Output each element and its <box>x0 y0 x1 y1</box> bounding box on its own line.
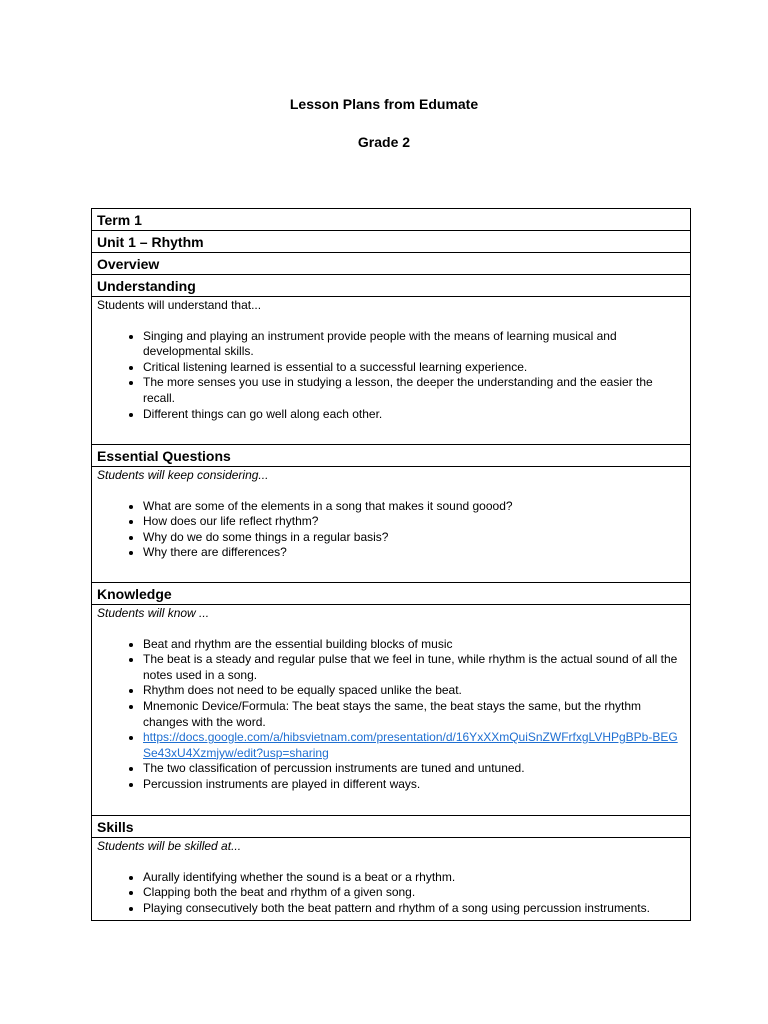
term-heading: Term 1 <box>92 209 690 231</box>
essential-questions-heading: Essential Questions <box>92 445 690 467</box>
list-item: • Singing and playing an instrument provide people with the means of learning musical and developmental skills. <box>143 329 685 360</box>
list-item: • Playing consecutively both the beat pattern and rhythm of a song using percussion instruments. <box>143 901 685 917</box>
list-item: • Rhythm does not need to be equally spaced unlike the beat. <box>143 683 685 699</box>
list-item: • The beat is a steady and regular pulse that we feel in tune, while rhythm is the actual sound of all the notes used in a song. <box>143 652 685 683</box>
list-item: • Different things can go well along each other. <box>143 407 685 423</box>
document-subtitle: Grade 2 <box>357 134 411 150</box>
essential-questions-list <box>97 499 685 561</box>
document-title: Lesson Plans from Edumate <box>289 96 479 112</box>
list-item: • Critical listening learned is essential to a successful learning experience. <box>143 360 685 376</box>
list-item: • Why there are differences? <box>143 545 685 561</box>
skills-intro: Students will be skilled at... <box>97 839 242 853</box>
knowledge-section <box>92 605 690 816</box>
list-item: • How does our life reflect rhythm? <box>143 514 685 530</box>
essential-questions-section <box>92 467 690 583</box>
skills-list <box>97 870 685 917</box>
knowledge-heading: Knowledge <box>92 583 690 605</box>
overview-heading: Overview <box>92 253 690 275</box>
list-item: • The more senses you use in studying a lesson, the deeper the understanding and the easier the recall. <box>143 375 685 406</box>
list-item: • Beat and rhythm are the essential building blocks of music <box>143 637 685 653</box>
skills-heading: Skills <box>92 816 690 838</box>
skills-section <box>92 838 690 920</box>
list-item: • Mnemonic Device/Formula: The beat stays the same, the beat stays the same, but the rhythm changes with the word. <box>143 699 685 730</box>
list-item <box>143 730 685 761</box>
understanding-heading: Understanding <box>92 275 690 297</box>
list-item: • Why do we do some things in a regular basis? <box>143 530 685 546</box>
list-item: • Aurally identifying whether the sound is a beat or a rhythm. <box>143 870 685 886</box>
list-item: • The two classification of percussion instruments are tuned and untuned. <box>143 761 685 777</box>
understanding-section <box>92 297 690 445</box>
unit-heading: Unit 1 – Rhythm <box>92 231 690 253</box>
understanding-list <box>97 329 685 423</box>
essential-questions-intro: Students will keep considering... <box>97 468 269 482</box>
lesson-plan-table <box>91 208 691 921</box>
knowledge-list <box>97 637 685 793</box>
list-item: • What are some of the elements in a song that makes it sound goood? <box>143 499 685 515</box>
understanding-intro: Students will understand that... <box>97 298 262 312</box>
knowledge-intro: Students will know ... <box>97 606 210 620</box>
list-item: • Clapping both the beat and rhythm of a given song. <box>143 885 685 901</box>
presentation-link[interactable]: https://docs.google.com/a/hibsvietnam.com/presentation/d/16YxXXmQuiSnZWFrfxgLVHPgBPb-BEGSe43xU4Xzmjyw/edit?usp=sharing <box>143 730 678 760</box>
list-item: • Percussion instruments are played in different ways. <box>143 777 685 793</box>
